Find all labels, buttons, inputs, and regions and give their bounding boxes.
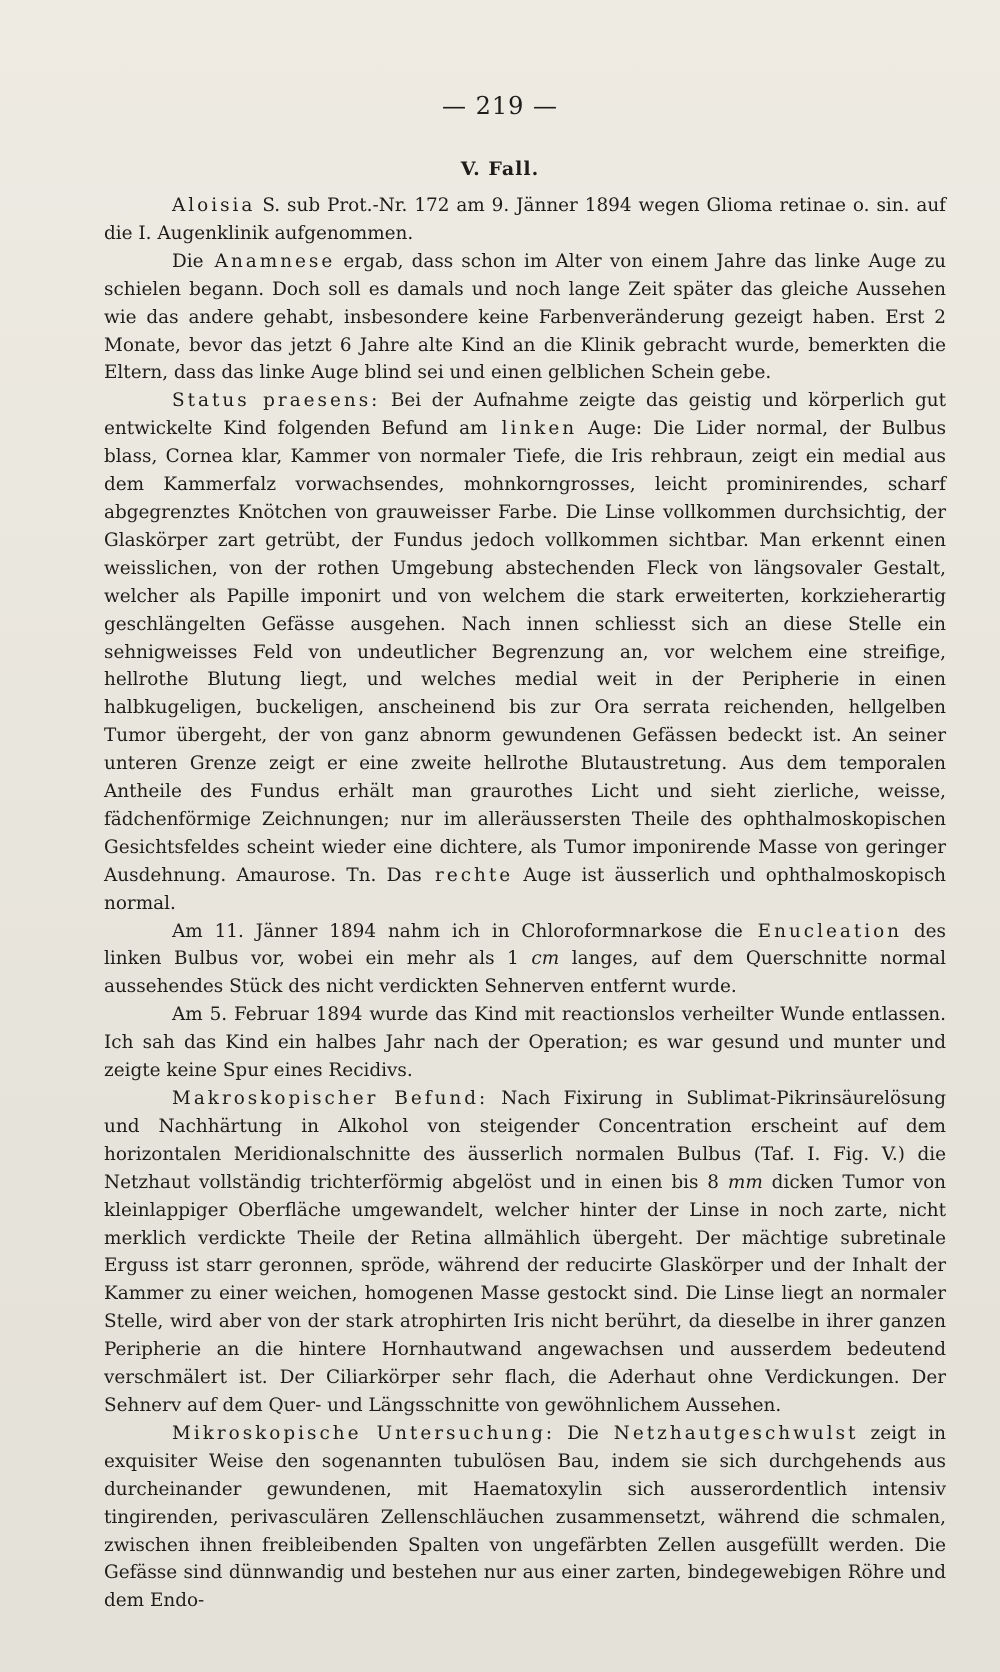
paragraph-text: dicken Tumor von kleinlappiger Oberfläche umgewandelt, welcher hinter der Linse in noch zarte, nicht merklich verdickte Theile der Retina allmählich übergeht. Der mächtige subretinale Erguss ist starr geronnen, spröde, während der reducirte Glaskörper und der Inhalt der Kammer zu einer weichen, homogenen Masse gestockt sind. Die Linse liegt an normaler Stelle, wird aber von der stark atrophirten Iris nicht berührt, da dieselbe in ihrer ganzen Peripherie an die hintere Hornhautwand angewachsen und ausserdem bedeutend verschmälert ist. Der Ciliarkörper sehr flach, die Aderhaut ohne Verdickungen. Der Sehnerv auf dem Quer- und Längsschnitte von gewöhnlichem Aussehen. bbox=[104, 1171, 946, 1416]
paragraph bbox=[104, 1085, 946, 1420]
paragraph-text: Die bbox=[172, 250, 204, 272]
spaced-emphasis-text: Netzhautgeschwulst bbox=[598, 1422, 859, 1444]
paragraph-text: ergab, dass schon im Alter von einem Jahre das linke Auge zu schielen begann. Doch soll es damals und noch lange Zeit später das gleiche Aussehen wie das andere gehabt, insbesondere keine Farbenveränderung gezeigt haben. Erst 2 Monate, bevor das jetzt 6 Jahre alte Kind an die Klinik gebracht wurde, bemerkten die Eltern, dass das linke Auge blind sei und einen gelblichen Schein gebe. bbox=[104, 250, 946, 384]
body-text bbox=[104, 192, 946, 1615]
case-heading: V. Fall. bbox=[460, 158, 540, 180]
spaced-emphasis-text: Makroskopischer Befund: bbox=[172, 1088, 489, 1109]
page-number: — 219 — bbox=[441, 92, 559, 120]
paragraph-text: des linken Bulbus vor, wobei ein mehr als 1 bbox=[104, 920, 946, 970]
paragraph-text: Auge ist äusserlich und ophthalmoskopisch normal. bbox=[104, 864, 946, 914]
paragraph-text: Bei der Aufnahme zeigte das geistig und körperlich gut entwickelte Kind folgenden Befund am bbox=[104, 390, 946, 440]
paragraph-text: Auge: Die Lider normal, der Bulbus blass, Cornea klar, Kammer von normaler Tiefe, die Iris rehbraun, zeigt ein medial aus dem Kammerfalz vorwachsendes, mohnkorngrosses, leicht prominirendes, scharf abgegrenztes Knötchen von grauweisser Farbe. Die Linse vollkommen durchsichtig, der Glaskörper zart getrübt, der Fundus jedoch vollkommen sichtbar. Man erkennt einen weisslichen, von der rothen Umgebung abstechenden Fleck von längsovaler Gestalt, welcher als Papille imponirt und von welchem die stark erweiterten, korkzieherartig geschlängelten Gefässe ausgehen. Nach innen schliesst sich an diese Stelle ein sehnigweisses Feld von undeutlicher Begrenzung an, vor welchem eine streifige, hellrothe Blutung liegt, und welches medial weit in der Peripherie in einen halbkugeligen, buckeligen, anscheinend bis zur Ora serrata reichenden, hellgelben Tumor übergeht, der von ganz abnorm gewundenen Gefässen bedeckt ist. An seiner unteren Grenze zeigt er eine zweite hellrothe Blutaustretung. Aus dem temporalen Antheile des Fundus erhält man graurothes Licht und sieht zierliche, weisse, fädchenförmige Zeichnungen; nur im alleräussersten Theile des ophthalmoskopischen Gesichtsfeldes scheint wieder eine dichtere, als Tumor imponirende Masse von geringer Ausdehnung. Amaurose. Tn. Das bbox=[104, 418, 947, 886]
spaced-emphasis-text: Anamnese bbox=[203, 250, 336, 272]
paragraph bbox=[104, 248, 946, 388]
spaced-emphasis-text: Enucleation bbox=[742, 920, 903, 942]
paragraph bbox=[104, 918, 946, 1002]
paragraph bbox=[104, 387, 946, 917]
spaced-emphasis-text: Status praesens: bbox=[172, 390, 381, 412]
spaced-emphasis-text: rechte bbox=[421, 864, 514, 886]
spaced-emphasis-text: linken bbox=[487, 418, 578, 440]
paragraph-text: langes, auf dem Querschnitte normal aussehendes Stück des nicht verdickten Sehnerven entfernt wurde. bbox=[104, 948, 946, 998]
paragraph bbox=[104, 1001, 946, 1085]
paragraph bbox=[104, 192, 946, 248]
paragraph-text: Die bbox=[555, 1422, 599, 1444]
italic-unit-text: mm bbox=[719, 1171, 763, 1193]
italic-unit-text: cm bbox=[518, 948, 560, 970]
paragraph bbox=[104, 1420, 946, 1615]
paragraph-text: S. sub Prot.-Nr. 172 am 9. Jänner 1894 wegen Glioma retinae o. sin. auf die I. Augenklinik aufgenommen. bbox=[104, 195, 946, 244]
spaced-emphasis-text: Mikroskopische Untersuchung: bbox=[172, 1422, 556, 1444]
spaced-emphasis-text: Aloisia bbox=[172, 195, 256, 216]
paragraph-text: zeigt in exquisiter Weise den sogenannten tubulösen Bau, indem sie sich durchgehends aus durcheinander gewundenen, mit Haematoxylin sich ausserordentlich intensiv tingirenden, perivasculären Zellenschläuchen zusammensetzt, während die schmalen, zwischen ihnen freibleibenden Spalten von ungefärbten Zellen ausgefüllt werden. Die Gefässe sind dünnwandig und bestehen nur aus einer zarten, bindegewebigen Röhre und dem Endo- bbox=[104, 1422, 946, 1612]
paragraph-text: Am 5. Februar 1894 wurde das Kind mit reactionslos verheilter Wunde entlassen. Ich sah das Kind ein halbes Jahr nach der Operation; es war gesund und munter und zeigte keine Spur eines Recidivs. bbox=[104, 1004, 946, 1082]
paragraph-text: Nach Fixirung in Sublimat-Pikrinsäurelösung und Nachhärtung in Alkohol von steigender Concentration erscheint auf dem horizontalen Meridionalschnitte des äusserlich normalen Bulbus (Taf. I. Fig. V.) die Netzhaut vollständig trichterförmig abgelöst und in einen bis 8 bbox=[104, 1088, 946, 1193]
paragraph-text: Am 11. Jänner 1894 nahm ich in Chloroformnarkose die bbox=[172, 920, 743, 942]
